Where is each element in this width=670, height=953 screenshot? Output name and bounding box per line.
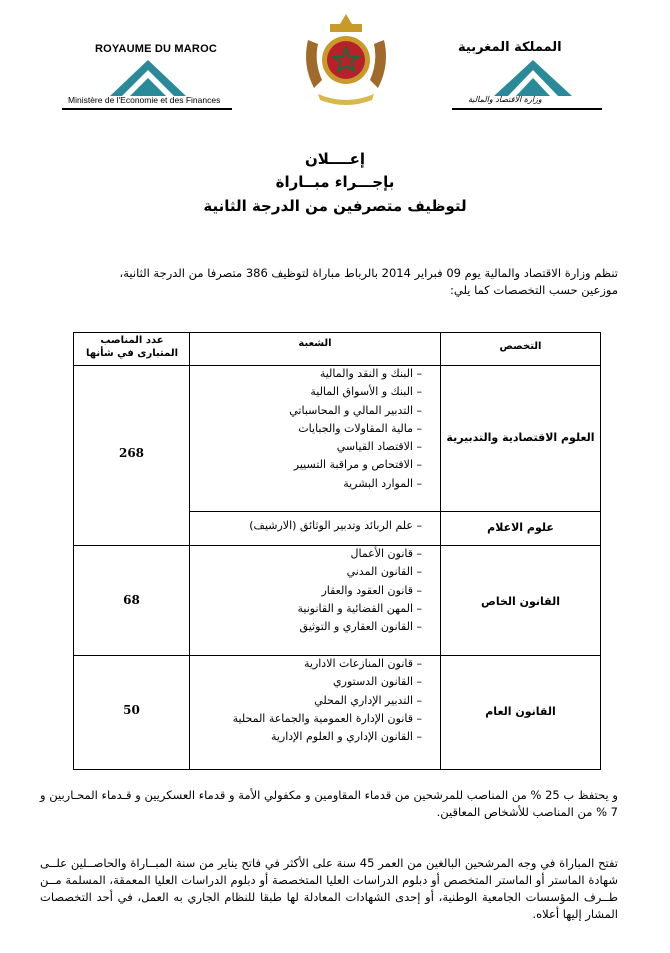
- table-header-count: عدد المناصب المتبارى في شأنها: [85, 335, 179, 359]
- table-row-branches: [298, 545, 423, 636]
- announcement-title: إعــــلان: [304, 150, 366, 168]
- table-row-count: 50: [123, 703, 140, 717]
- branch-item: – المهن القضائية و القانونية: [298, 600, 423, 618]
- intro-paragraph: [52, 265, 618, 299]
- header-fr-title: ROYAUME DU MAROC: [95, 43, 217, 55]
- branch-item: – البنك و النقد والمالية: [289, 365, 422, 383]
- table-row-branches: [289, 365, 422, 493]
- positions-table: [73, 332, 601, 770]
- branch-item: – البنك و الأسواق المالية: [289, 383, 422, 401]
- branch-item: – القانون الإداري و العلوم الإدارية: [233, 728, 422, 746]
- royal-seal: [300, 10, 392, 110]
- announcement-purpose: لتوظيف متصرفين من الدرجة الثانية: [203, 197, 467, 215]
- branch-item: – قانون الإدارة العمومية والجماعة المحلية: [233, 710, 422, 728]
- branch-item: – مالية المقاولات والجبايات: [289, 420, 422, 438]
- table-header-specialty: التخصص: [499, 341, 542, 352]
- table-row-count: 68: [123, 593, 140, 607]
- table-row-divider-1: [189, 511, 600, 512]
- branch-item: – التدبير الإداري المحلي: [233, 692, 422, 710]
- table-row-specialty: العلوم الاقتصادية والتدبيرية: [446, 431, 595, 444]
- branch-item: – الموارد البشرية: [289, 475, 422, 493]
- header-ar-ministry: وزارة الاقتصاد والمالية: [468, 95, 542, 104]
- table-row-count: 268: [118, 446, 145, 460]
- announcement-subtitle: بإجـــراء مبــاراة: [275, 173, 395, 191]
- table-row-specialty: القانون العام: [485, 705, 556, 718]
- branch-item: – قانون العقود والعقار: [298, 582, 423, 600]
- table-header-branch: الشعبة: [298, 338, 332, 349]
- ministry-logo-fr: [108, 58, 228, 98]
- table-col-divider-1: [189, 333, 190, 769]
- branch-item: – التدبير المالي و المحاسباتي: [289, 402, 422, 420]
- table-row-specialty: علوم الاعلام: [487, 521, 554, 534]
- branch-item: – قانون الأعمال: [298, 545, 423, 563]
- branch-item: – القانون المدني: [298, 563, 423, 581]
- header-fr-divider: [62, 108, 232, 110]
- branch-item: – القانون العقاري و التوثيق: [298, 618, 423, 636]
- reserve-paragraph: و يحتفظ ب 25 % من المناصب للمرشحين من قدماء المقاومين و مكفولي الأمة و قدماء العسكريين و قـدماء المحـاربين و 7 % من المناصب للأشخاص المعاقين.: [40, 788, 618, 819]
- header-fr-ministry: Ministère de l'Economie et des Finances: [68, 95, 221, 105]
- header-ar-divider: [452, 108, 602, 110]
- table-row-branches: [233, 655, 422, 746]
- branch-item: – القانون الدستوري: [233, 673, 422, 691]
- eligibility-paragraph: تفتح المباراة في وجه المرشحين البالغين من العمر 45 سنة على الأكثر في فاتح يناير من سنة المبــاراة والحاصــلين علــى شهادة الماستر أو الماستر المتخصص أو دبلوم الدراسات العليا المتخصصة أو دبلوم الدراسات العليا المعمقة، المسلمة مــن طــرف المؤسسات الجامعية الوطنية، أو إحدى الشهادات المعادلة لها طبقا للنظام الجاري به العمل، في أحد التخصصات المشار إليها أعلاه.: [40, 856, 618, 921]
- branch-item: – الافتحاص و مراقبة التسيير: [289, 456, 422, 474]
- header-ar-title: المملكة المغربية: [458, 40, 562, 55]
- branch-item: – الاقتصاد القياسي: [289, 438, 422, 456]
- branch-item: – قانون المنازعات الادارية: [233, 655, 422, 673]
- ministry-logo-ar: [488, 58, 578, 98]
- table-row-branches: [249, 517, 422, 535]
- branch-item: – علم الربائد وتدبير الوثائق (الارشيف): [249, 517, 422, 535]
- table-col-divider-2: [440, 333, 441, 769]
- intro-line-2: موزعين حسب التخصصات كما يلي:: [450, 283, 618, 297]
- table-row-specialty: القانون الخاص: [481, 595, 560, 608]
- intro-line-1: تنظم وزارة الاقتصاد والمالية يوم 09 فبراير 2014 بالرباط مباراة لتوظيف 386 متصرفا من الدرجة الثانية،: [119, 266, 618, 280]
